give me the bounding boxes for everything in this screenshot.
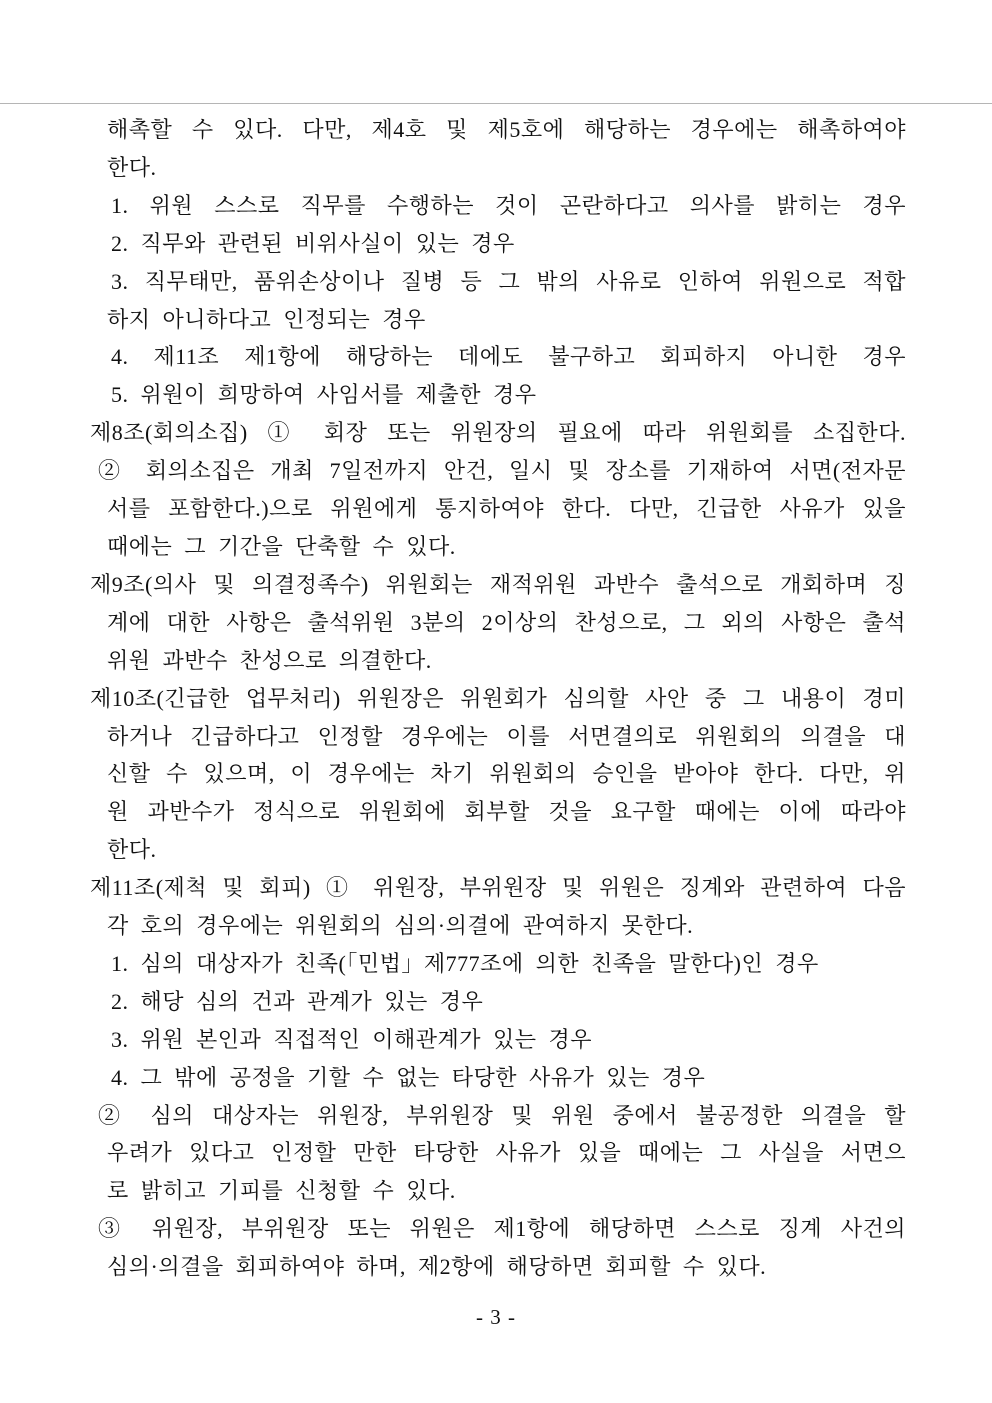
- text-line: 제8조(회의소집) ① 회장 또는 위원장의 필요에 따라 위원회를 소집한다.: [90, 420, 906, 446]
- text-line: ② 심의 대상자는 위원장, 부위원장 및 위원 중에서 불공정한 의결을 할: [98, 1102, 906, 1128]
- text-line: 신할 수 있으며, 이 경우에는 차기 위원회의 승인을 받아야 한다. 다만, 위: [107, 761, 906, 787]
- text-line: 로 밝히고 기피를 신청할 수 있다.: [107, 1178, 456, 1204]
- text-line: 2. 직무와 관련된 비위사실이 있는 경우: [111, 230, 515, 256]
- text-line: 5. 위원이 희망하여 사임서를 제출한 경우: [111, 382, 537, 408]
- text-line: 3. 직무태만, 품위손상이나 질병 등 그 밖의 사유로 인하여 위원으로 적합: [111, 268, 906, 294]
- text-line: 심의·의결을 회피하여야 하며, 제2항에 해당하면 회피할 수 있다.: [107, 1254, 767, 1280]
- page-number: - 3 -: [476, 1305, 516, 1329]
- text-line: 때에는 그 기간을 단축할 수 있다.: [107, 533, 456, 559]
- text-line: 하지 아니하다고 인정되는 경우: [107, 306, 426, 332]
- text-line: 계에 대한 사항은 출석위원 3분의 2이상의 찬성으로, 그 외의 사항은 출석: [107, 609, 906, 635]
- text-line: 2. 해당 심의 건과 관계가 있는 경우: [111, 988, 484, 1014]
- text-line: 원 과반수가 정식으로 위원회에 회부할 것을 요구할 때에는 이에 따라야: [107, 799, 906, 825]
- text-line: 1. 심의 대상자가 친족(「민법」제777조에 의한 친족을 말한다)인 경우: [111, 950, 819, 976]
- text-line: 제10조(긴급한 업무처리) 위원장은 위원회가 심의할 사안 중 그 내용이 경미: [90, 685, 906, 711]
- text-line: 하거나 긴급하다고 인정할 경우에는 이를 서면결의로 위원회의 의결을 대: [107, 723, 906, 749]
- text-line: 제9조(의사 및 의결정족수) 위원회는 재적위원 과반수 출석으로 개회하며 징: [90, 571, 906, 597]
- text-line: ③ 위원장, 부위원장 또는 위원은 제1항에 해당하면 스스로 징계 사건의: [98, 1216, 906, 1242]
- text-line: 한다.: [107, 837, 157, 863]
- text-line: 해촉할 수 있다. 다만, 제4호 및 제5호에 해당하는 경우에는 해촉하여야: [107, 117, 906, 142]
- text-line: 3. 위원 본인과 직접적인 이해관계가 있는 경우: [111, 1026, 593, 1052]
- text-line: 우려가 있다고 인정할 만한 타당한 사유가 있을 때에는 그 사실을 서면으: [107, 1140, 906, 1166]
- text-line: 각 호의 경우에는 위원회의 심의·의결에 관여하지 못한다.: [107, 913, 694, 939]
- text-line: 4. 제11조 제1항에 해당하는 데에도 불구하고 회피하지 아니한 경우: [111, 344, 906, 370]
- text-line: 서를 포함한다.)으로 위원에게 통지하여야 한다. 다만, 긴급한 사유가 있을: [107, 496, 906, 522]
- text-line: 1. 위원 스스로 직무를 수행하는 것이 곤란하다고 의사를 밝히는 경우: [111, 192, 906, 218]
- text-line: 4. 그 밖에 공정을 기할 수 없는 타당한 사유가 있는 경우: [111, 1064, 706, 1090]
- document-body: [90, 111, 906, 1286]
- text-line: 위원 과반수 찬성으로 의결한다.: [107, 647, 432, 673]
- text-line: 한다.: [107, 154, 157, 180]
- text-line: 제11조(제척 및 회피) ① 위원장, 부위원장 및 위원은 징계와 관련하여 다음: [90, 875, 906, 901]
- page-top-divider: [0, 103, 992, 104]
- text-line: ② 회의소집은 개최 7일전까지 안건, 일시 및 장소를 기재하여 서면(전자문: [98, 458, 906, 484]
